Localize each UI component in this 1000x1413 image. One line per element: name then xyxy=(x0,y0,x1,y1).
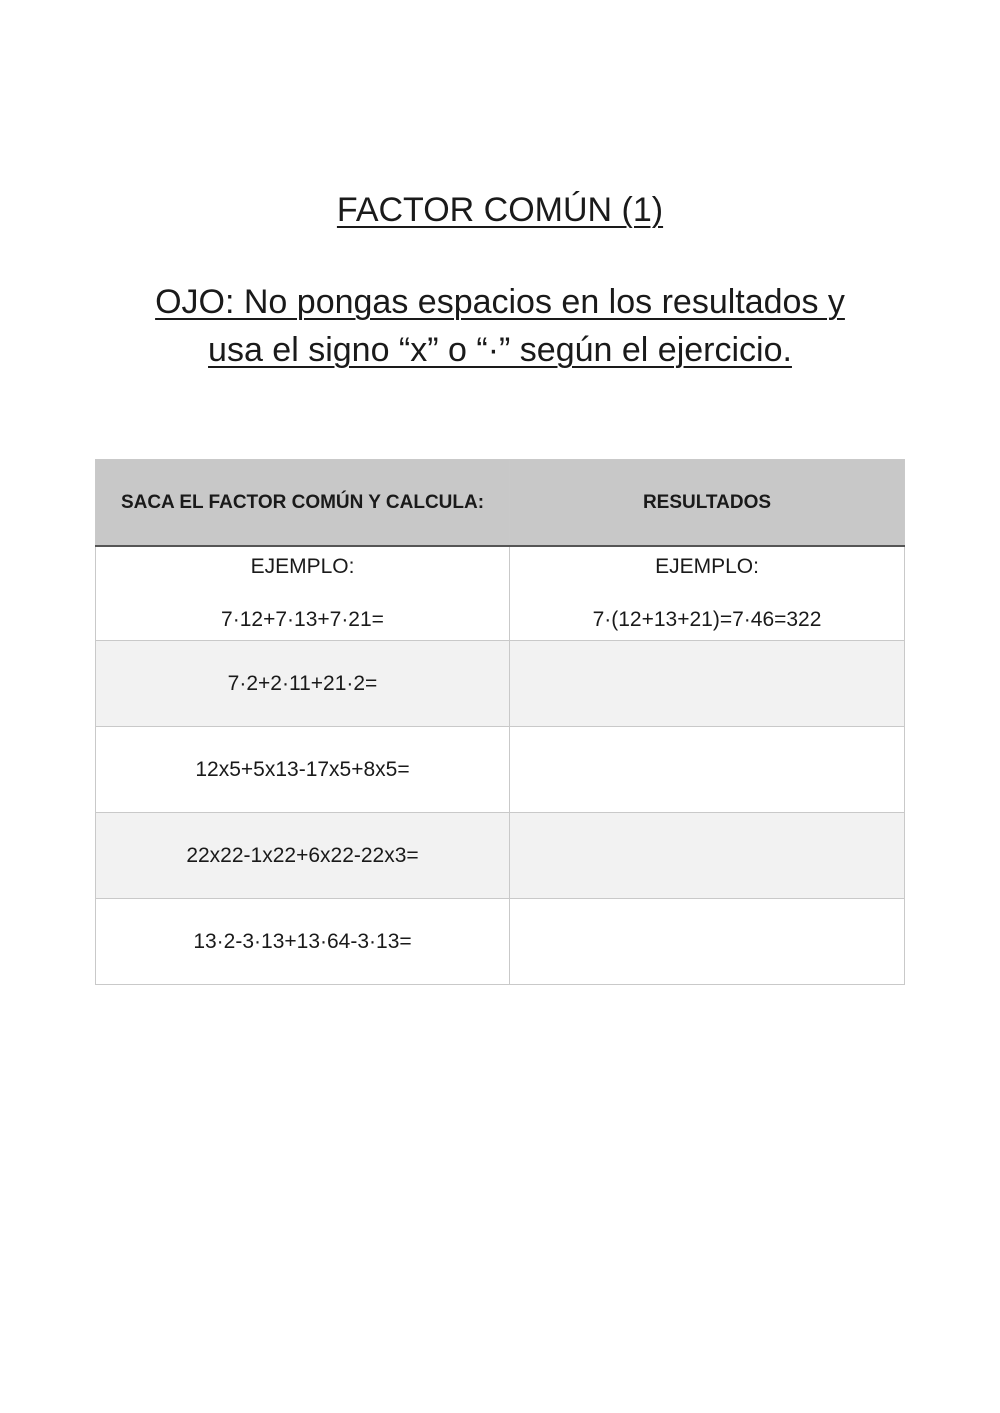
table-row xyxy=(96,899,905,985)
table-row xyxy=(96,727,905,813)
table-header-row xyxy=(96,460,905,547)
example-exercise-cell xyxy=(96,546,510,641)
answer-input-cell[interactable] xyxy=(510,641,905,727)
answer-input-cell[interactable] xyxy=(510,813,905,899)
note-line-1: OJO: No pongas espacios en los resultados y xyxy=(155,283,845,321)
answer-input-cell[interactable] xyxy=(510,899,905,985)
header-exercises: SACA EL FACTOR COMÚN Y CALCULA: xyxy=(96,460,510,547)
page-title: FACTOR COMÚN (1) xyxy=(336,191,664,229)
note-line-2: usa el signo “x” o “·” según el ejercicio. xyxy=(208,331,792,369)
exercise-expression: 12x5+5x13-17x5+8x5= xyxy=(96,727,510,813)
exercise-table xyxy=(95,459,905,985)
exercise-expression: 22x22-1x22+6x22-22x3= xyxy=(96,813,510,899)
table-row xyxy=(96,813,905,899)
exercise-expression: 13·2-3·13+13·64-3·13= xyxy=(96,899,510,985)
example-label-left: EJEMPLO: xyxy=(250,555,355,578)
exercise-expression: 7·2+2·11+21·2= xyxy=(96,641,510,727)
header-results: RESULTADOS xyxy=(510,460,905,547)
table-row xyxy=(96,641,905,727)
example-expression: 7·12+7·13+7·21= xyxy=(221,608,384,631)
instructions-note xyxy=(100,278,900,374)
example-result: 7·(12+13+21)=7·46=322 xyxy=(592,608,822,631)
example-row xyxy=(96,546,905,641)
example-label-right: EJEMPLO: xyxy=(655,555,759,578)
example-result-cell xyxy=(510,546,905,641)
answer-input-cell[interactable] xyxy=(510,727,905,813)
